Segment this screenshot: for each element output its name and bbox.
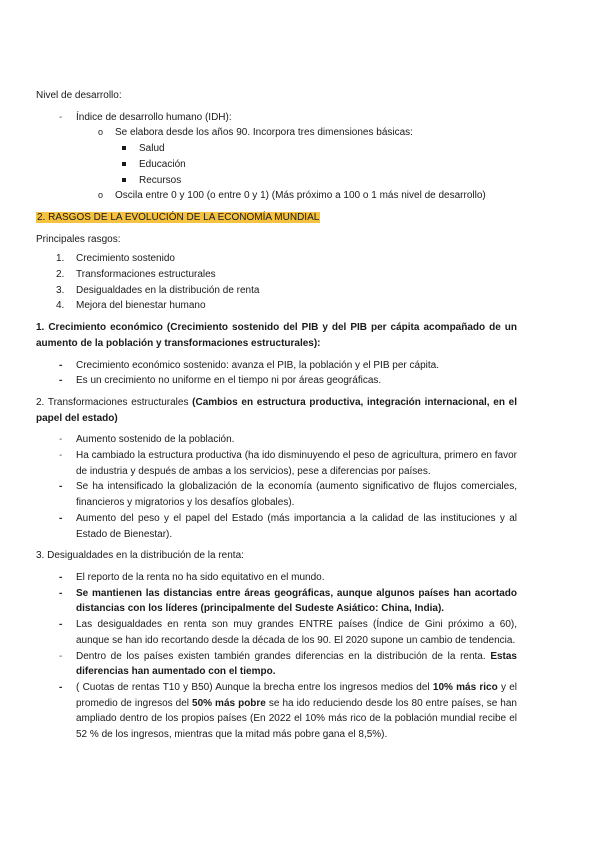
desigualdades-list	[36, 570, 517, 743]
dash-bullet-icon: -	[59, 359, 63, 371]
dash-bullet-icon: -	[59, 375, 63, 387]
rasgo-item: 4. Mejora del bienestar humano	[56, 300, 206, 312]
dash-bullet-icon: -	[59, 650, 63, 662]
idh-item	[59, 110, 517, 204]
dimensions-list	[36, 141, 517, 188]
section-2-title: 2. RASGOS DE LA EVOLUCIÓN DE LA ECONOMÍA MUNDIAL	[37, 211, 320, 223]
nivel-desarrollo-heading: Nivel de desarrollo:	[36, 90, 122, 101]
crecimiento-item: - Crecimiento económico sostenido: avanza el PIB, la población y el PIB per cápita.	[76, 358, 517, 374]
dash-bullet-icon: -	[59, 111, 63, 123]
transformaciones-item: - Aumento sostenido de la población.	[76, 432, 517, 448]
crecimiento-list	[36, 358, 517, 389]
transformaciones-heading: 2. Transformaciones estructurales (Cambios en estructura productiva, integración internacional, en el papel del estado)	[36, 396, 517, 424]
rasgo-item: 2. Transformaciones estructurales	[56, 269, 216, 281]
transformaciones-item: - Se ha intensificado la globalización de la economía (aumento significativo de flujos comerciales, financieros y migratorios y los desafíos globales).	[59, 481, 517, 509]
idh-point-origin: o Se elabora desde los años 90. Incorpora tres dimensiones básicas: Salud Educación Recursos	[115, 125, 517, 188]
dash-bullet-icon: -	[59, 571, 63, 583]
dimension-item: Educación	[139, 157, 517, 173]
crecimiento-heading: 1. Crecimiento económico (Crecimiento sostenido del PIB y del PIB per cápita acompañado de un aumento de la población y transformaciones estructurales):	[36, 322, 517, 349]
principales-rasgos-label: Principales rasgos:	[36, 233, 121, 245]
desigualdades-item: - ( Cuotas de rentas T10 y B50) Aunque la brecha entre los ingresos medios del 10% más rico y el promedio de ingresos del 50% más pobre se ha ido reduciendo desde los 80 entre países, se han ampliado dentro de los propios países (En 2022 el 10% más rico de la población mundial recibe el 52 % de los ingresos, mientras que la mitad más pobre gana el 8,5%).	[59, 681, 517, 741]
desigualdades-item: - Se mantienen las distancias entre áreas geográficas, aunque algunos países han acortado distancias con los líderes (principalmente del Sudeste Asiático: China, India).	[59, 587, 517, 615]
idh-point-range: o Oscila entre 0 y 100 (o entre 0 y 1) (Más próximo a 100 o 1 más nivel de desarrollo)	[115, 188, 517, 204]
dash-bullet-icon: -	[59, 450, 63, 462]
dimension-item: Salud	[139, 141, 517, 157]
dash-bullet-icon: -	[59, 434, 63, 446]
document-content	[36, 88, 517, 749]
circle-bullet-icon: o	[98, 127, 104, 138]
desigualdades-item: - Dentro de los países existen también grandes diferencias en la distribución de la renta. Estas diferencias han aumentado con el tiempo.	[59, 650, 517, 678]
rasgo-item: 3. Desigualdades en la distribución de renta	[56, 284, 260, 296]
square-bullet-icon	[122, 146, 126, 150]
square-bullet-icon	[122, 178, 126, 182]
transformaciones-list	[36, 432, 517, 542]
dash-bullet-icon: -	[59, 681, 63, 693]
idh-sublist	[36, 125, 517, 204]
square-bullet-icon	[122, 162, 126, 166]
rasgos-list	[36, 251, 517, 314]
desigualdades-item: - Las desigualdades en renta son muy grandes ENTRE países (Índice de Gini próximo a 60), aunque se han ido recortando desde la década de los 90. El 2020 supone un cambio de tendencia.	[59, 619, 517, 646]
dash-bullet-icon: -	[59, 481, 63, 493]
dimension-item: Recursos	[139, 173, 517, 189]
circle-bullet-icon: o	[98, 190, 104, 201]
desigualdades-item: - El reporto de la renta no ha sido equitativo en el mundo.	[76, 570, 517, 586]
rasgo-item: 1. Crecimiento sostenido	[56, 253, 175, 265]
dash-bullet-icon: -	[59, 587, 63, 599]
idh-label: Índice de desarrollo humano (IDH):	[76, 111, 232, 123]
dash-bullet-icon: -	[59, 512, 63, 524]
crecimiento-item: - Es un crecimiento no uniforme en el tiempo ni por áreas geográficas.	[76, 373, 517, 389]
transformaciones-item: - Ha cambiado la estructura productiva (ha ido disminuyendo el peso de agricultura, primero en favor de industria y después de ambas a los servicios), pese a diferencias por países.	[59, 450, 517, 477]
transformaciones-item: - Aumento del peso y el papel del Estado (más importancia a la calidad de las instituciones y al Estado de Bienestar).	[59, 512, 517, 540]
idh-list	[36, 110, 517, 204]
desigualdades-heading: 3. Desigualdades en la distribución de la renta:	[36, 550, 244, 562]
dash-bullet-icon: -	[59, 619, 63, 631]
